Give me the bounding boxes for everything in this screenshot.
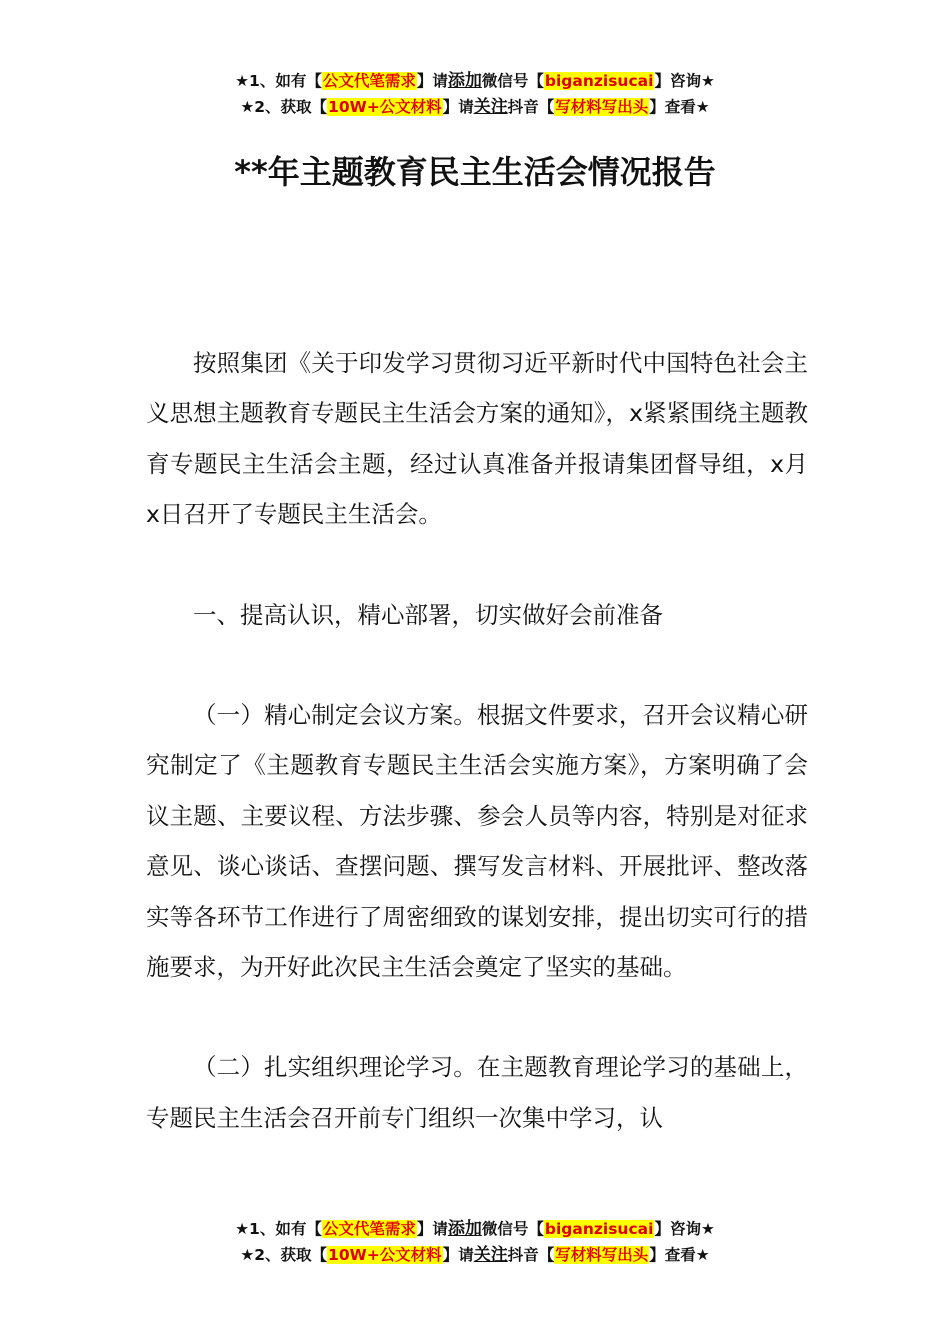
banner-text: 】查看★ [649,1246,710,1264]
header-banner-line-1 [0,68,950,94]
banner-text: 抖音【 [507,98,555,116]
banner-text: 】请 [442,98,474,116]
banner-highlight-douyin-id: 写材料写出头 [555,98,649,116]
footer-banner-line-1 [0,1216,950,1242]
banner-text: 抖音【 [507,1246,555,1264]
banner-highlight-materials: 10W+公文材料 [328,98,442,116]
banner-text: 微信号【 [481,72,544,90]
banner-text: 微信号【 [481,1220,544,1238]
paragraph-subsection-1: （一）精心制定会议方案。根据文件要求，召开会议精心研究制定了《主题教育专题民主生活会实施方案》，方案明确了会议主题、主要议程、方法步骤、参会人员等内容，特别是对征求意见、谈心谈话、查摆问题、撰写发言材料、开展批评、整改落实等各环节工作进行了周密细致的谋划安排，提出切实可行的措施要求，为开好此次民主生活会奠定了坚实的基础。 [146,701,808,982]
banner-emphasis: 添加 [447,1219,482,1239]
banner-text: 】查看★ [649,98,710,116]
banner-text: 】请 [442,1246,474,1264]
banner-emphasis: 关注 [473,97,508,117]
document-title: **年主题教育民主生活会情况报告 [234,153,716,191]
banner-highlight-douyin-id: 写材料写出头 [555,1246,649,1264]
banner-highlight-materials: 10W+公文材料 [328,1246,442,1264]
banner-highlight-service: 公文代笔需求 [322,72,416,90]
banner-highlight-service: 公文代笔需求 [322,1220,416,1238]
footer-banner-line-2 [0,1242,950,1268]
banner-text: ★1、如有【 [235,1220,322,1238]
banner-highlight-wechat-id: biganzisucai [544,72,654,90]
banner-text: 】请 [416,1220,448,1238]
paragraph-intro: 按照集团《关于印发学习贯彻习近平新时代中国特色社会主义思想主题教育专题民主生活会方案的通知》，x紧紧围绕主题教育专题民主生活会主题，经过认真准备并报请集团督导组，x月x日召开了专题民主生活会。 [146,349,808,529]
paragraph-subsection-2: （二）扎实组织理论学习。在主题教育理论学习的基础上，专题民主生活会召开前专门组织一次集中学习，认 [146,1053,808,1132]
section-heading-1: 一、提高认识，精心部署，切实做好会前准备 [193,600,663,629]
banner-text: ★1、如有【 [235,72,322,90]
banner-emphasis: 添加 [447,71,482,91]
banner-text: ★2、获取【 [240,98,328,116]
banner-text: 】请 [416,72,448,90]
document-body [146,338,808,1193]
header-banner [0,68,950,120]
banner-text: 】咨询★ [654,72,715,90]
banner-highlight-wechat-id: biganzisucai [544,1220,654,1238]
header-banner-line-2 [0,94,950,120]
footer-banner [0,1216,950,1268]
banner-emphasis: 关注 [473,1245,508,1265]
banner-text: 】咨询★ [654,1220,715,1238]
banner-text: ★2、获取【 [240,1246,328,1264]
